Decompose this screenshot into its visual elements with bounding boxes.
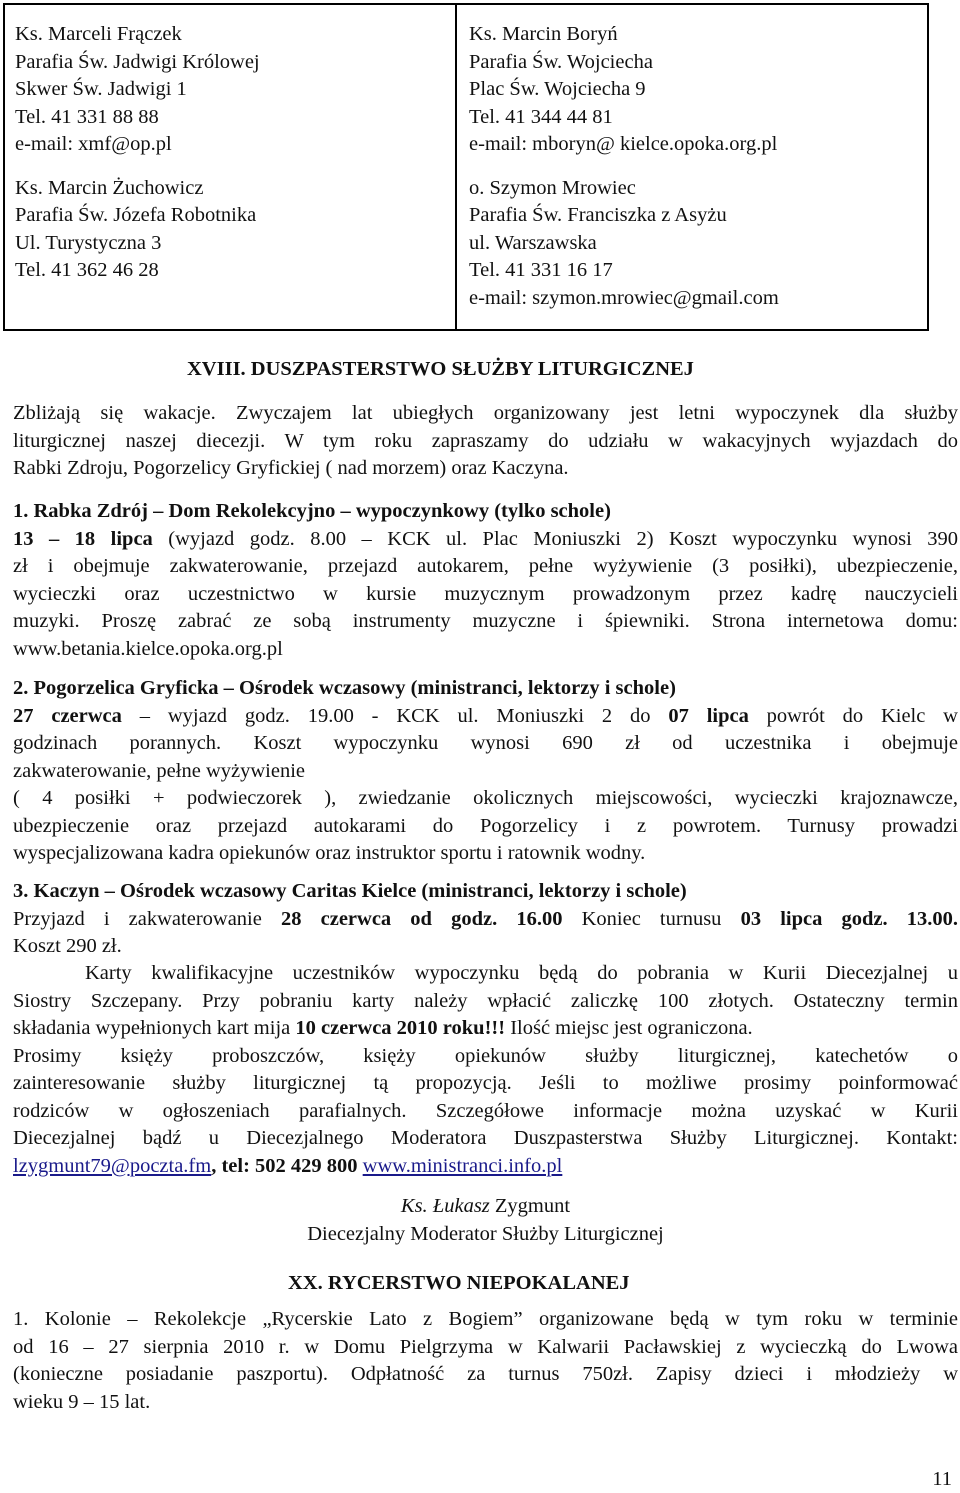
intro-paragraph — [13, 400, 958, 483]
section-heading-xx: XX. RYCERSTWO NIEPOKALANEJ — [288, 1272, 630, 1294]
email-link[interactable]: lzygmunt79@poczta.fm — [13, 1154, 212, 1177]
contact-email: e-mail: xmf@op.pl — [15, 133, 172, 155]
phone-text: , tel: 502 429 800 — [211, 1154, 363, 1177]
text-line: wieku 9 – 15 lat. — [13, 1390, 151, 1413]
item-rabka — [13, 498, 958, 663]
contact-line: Parafia Św. Józefa Robotnika — [15, 204, 257, 226]
text-line: muzyki. Proszę zabrać ze sobą instrumenty muzyczne i śpiewniki. Strona internetowa domu: — [13, 610, 958, 632]
contact-line: Skwer Św. Jadwigi 1 — [15, 78, 187, 100]
text-line: 1. Kolonie – Rekolekcje „Rycerskie Lato z Bogiem” organizowane będą w tym roku w terminie — [13, 1308, 958, 1330]
text-line: rodziców w ogłoszeniach parafialnych. Szczegółowe informacje można uzyskać w Kurii — [13, 1099, 958, 1122]
item-date: 27 czerwca — [13, 704, 122, 727]
text-line: zakwaterowanie, pełne wyżywienie — [13, 759, 305, 782]
text-line — [13, 703, 958, 731]
signature — [13, 1193, 958, 1248]
item-kaczyn — [13, 878, 958, 961]
contact-line: Tel. 41 344 44 81 — [469, 105, 613, 128]
text-line: ubezpieczenie oraz przejazd autokarami do Pogorzelicy i z powrotem. Turnusy prowadzi — [13, 814, 958, 837]
text-line: Karty kwalifikacyjne uczestników wypoczynku będą do pobrania w Kurii Diecezjalnej u — [85, 962, 958, 984]
contact-line: o. Szymon Mrowiec — [469, 176, 636, 199]
text-line: wyspecjalizowana kadra opiekunów oraz instruktor sportu i ratownik wodny. — [13, 842, 646, 864]
item-text: składania wypełnionych kart mija — [13, 1017, 296, 1039]
item-text: Ilość miejsc jest ograniczona. — [505, 1017, 753, 1039]
text-line: Prosimy księży proboszczów, księży opiekunów służby liturgicznej, katechetów o — [13, 1044, 958, 1067]
contact-line — [13, 1153, 958, 1181]
text-line: Zbliżają się wakacje. Zwyczajem lat ubiegłych organizowany jest letni wypoczynek dla służby — [13, 402, 958, 424]
text-line — [13, 906, 958, 934]
contacts-table — [3, 3, 929, 331]
signature-title: Ks. — [400, 1195, 428, 1217]
item-text: Koniec turnusu — [562, 907, 741, 930]
text-line: Diecezjalnej bądź u Diecezjalnego Moderatora Duszpasterstwa Służby Liturgicznej. Kontakt: — [13, 1127, 958, 1149]
item-return-date: 07 lipca — [668, 704, 749, 727]
item-date: 13 – 18 lipca — [13, 527, 153, 550]
text-line: godzinach porannych. Koszt wypoczynku wynosi 690 zł od uczestnika i obejmuje — [13, 732, 958, 754]
item-title: 2. Pogorzelica Gryficka – Ośrodek wczasowy (ministranci, lektorzy i schole) — [13, 677, 676, 699]
item-text: Przyjazd i zakwaterowanie — [13, 907, 281, 930]
website-text: www.betania.kielce.opoka.org.pl — [13, 637, 283, 660]
text-line — [13, 526, 958, 554]
contact-email: e-mail: szymon.mrowiec@gmail.com — [469, 286, 779, 309]
item-cost: Koszt 290 zł. — [13, 935, 122, 957]
item-pogorzelica — [13, 675, 958, 868]
contact-line: Tel. 41 331 16 17 — [469, 259, 613, 281]
signature-last-name: Zygmunt — [489, 1195, 571, 1217]
contacts-right-column — [457, 5, 927, 329]
text-line: od 16 – 27 sierpnia 2010 r. w Domu Pielgrzyma w Kalwarii Pacławskiej z wycieczką do Lwowa — [13, 1335, 958, 1358]
deadline: 10 czerwca 2010 roku!!! — [295, 1017, 506, 1039]
text-line: Rabki Zdroju, Pogorzelicy Gryfickiej ( nad morzem) oraz Kaczyna. — [13, 457, 569, 479]
contact-line: Ks. Marcin Boryń — [469, 23, 618, 45]
item-text: – wyjazd godz. 19.00 - KCK ul. Moniuszki 2 do — [121, 704, 669, 727]
page-number: 11 — [932, 1468, 952, 1490]
contact-line: Ul. Turystyczna 3 — [15, 231, 162, 254]
text-line: wycieczki oraz uczestnictwo w kursie muzycznym prowadzonym przez kadrę nauczycieli — [13, 582, 958, 605]
text-line — [13, 1015, 958, 1043]
item-text: powrót do Kielc w — [748, 704, 958, 727]
signature-first-name: Łukasz — [432, 1195, 490, 1217]
cards-paragraph — [13, 960, 958, 1180]
contact-line: Plac Św. Wojciecha 9 — [469, 78, 646, 100]
text-line: zainteresowanie służby liturgicznej tą propozycją. Jeśli to możliwe prosimy poinformować — [13, 1072, 958, 1094]
contact-line: Tel. 41 362 46 28 — [15, 259, 159, 281]
text-line: zł i obejmuje zakwaterowanie, przejazd autokarem, pełne wyżywienie (3 posiłki), ubezpieczenie, — [13, 555, 958, 577]
contact-line: Parafia Św. Franciszka z Asyżu — [469, 204, 727, 226]
text-line: ( 4 posiłki + podwieczorek ), zwiedzanie okolicznych miejscowości, wycieczki krajoznawcze, — [13, 787, 958, 809]
signature-name — [13, 1193, 958, 1221]
text-line: Siostry Szczepany. Przy pobraniu karty należy wpłacić zaliczkę 100 złotych. Ostateczny termin — [13, 989, 958, 1012]
text-line: liturgicznej naszej diecezji. W tym roku zapraszamy do udziału w wakacyjnych wyjazdach do — [13, 429, 958, 452]
item-arrival: 28 czerwca od godz. 16.00 — [280, 907, 563, 930]
contact-email: e-mail: mboryn@ kielce.opoka.org.pl — [469, 133, 778, 155]
signature-role: Diecezjalny Moderator Służby Liturgicznej — [307, 1222, 664, 1245]
contact-line: Ks. Marcin Żuchowicz — [15, 176, 204, 199]
item-text: (wyjazd godz. 8.00 – KCK ul. Plac Moniuszki 2) Koszt wypoczynku wynosi 390 — [152, 527, 958, 550]
section-heading-xviii: XVIII. DUSZPASTERSTWO SŁUŻBY LITURGICZNEJ — [187, 358, 694, 380]
rycerstwo-paragraph — [13, 1306, 958, 1416]
website-link[interactable]: www.ministranci.info.pl — [362, 1154, 563, 1177]
item-title: 1. Rabka Zdrój – Dom Rekolekcyjno – wypoczynkowy (tylko schole) — [13, 500, 611, 522]
item-title: 3. Kaczyn – Ośrodek wczasowy Caritas Kielce (ministranci, lektorzy i schole) — [13, 880, 687, 902]
contact-line: ul. Warszawska — [469, 231, 597, 254]
contacts-left-column — [5, 5, 457, 329]
contact-line: Parafia Św. Wojciecha — [469, 50, 653, 73]
item-end: 03 lipca godz. 13.00. — [740, 907, 958, 930]
contact-line: Parafia Św. Jadwigi Królowej — [15, 50, 260, 73]
contact-line: Tel. 41 331 88 88 — [15, 105, 159, 128]
text-line: (konieczne posiadanie paszportu). Odpłatność za turnus 750zł. Zapisy dzieci i młodzieży w — [13, 1363, 958, 1385]
contact-line: Ks. Marceli Frączek — [15, 23, 182, 45]
